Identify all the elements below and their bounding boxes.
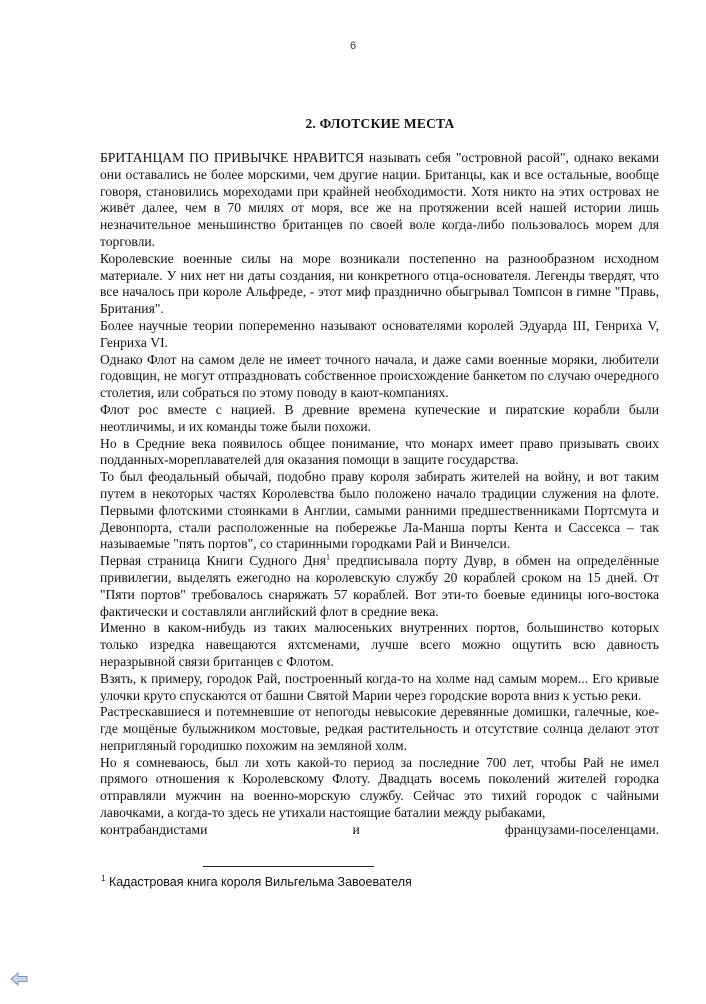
paragraph-text: Первая страница Книги Судного Дня xyxy=(100,553,327,569)
domesday-paragraph xyxy=(100,553,659,620)
footnote-mark: 1 xyxy=(101,873,106,883)
body-text xyxy=(100,150,659,839)
paragraph: Более научные теории попеременно называют основателями королей Эдуарда III, Генриха V, Генриха VI. xyxy=(100,317,659,350)
paragraph-last-line: контрабандистами и французами-поселенцами. xyxy=(100,821,659,837)
paragraph: Растрескавшиеся и потемневшие от непогоды невысокие деревянные домишки, галечные, кое-где мощёные булыжником мостовые, редкая растительность и отсутствие солнца делают этот непригляный городишко похожим на земляной холм. xyxy=(100,704,659,753)
footnote-separator xyxy=(203,866,374,867)
paragraph-text: Но я сомневаюсь, был ли хоть какой-то период за последние 700 лет, чтобы Рай не имел прямого отношения к Королевскому Флоту. Двадцать восемь поколений жителей городка отправляли мужчин на военно-морскую службу. Сейчас это тихий городок с чайными лавочками, а когда-то здесь не утихали настоящие баталии между рыбаками, xyxy=(100,754,659,821)
paragraph: Флот рос вместе с нацией. В древние времена купеческие и пиратские корабли были неотличимы, и их команды тоже были похожи. xyxy=(100,401,659,434)
paragraph: То был феодальный обычай, подобно праву короля забирать жителей на войну, и вот таким путем в некоторых частях Королевства было положено начало традиции служения на флоте. Первыми флотскими стоянками в Англии, самыми ранними предшественниками Портсмута и Девонпорта, стали расположенные на побережье Ла-Манша порты Кента и Сассекса – так называемые "пять портов", со старинными городками Рай и Винчелси. xyxy=(100,469,659,552)
back-arrow-icon[interactable] xyxy=(10,972,28,986)
paragraph: Но в Средние века появилось общее понимание, что монарх имеет право призывать своих подданных-мореплавателей для оказания помощи в защите государства. xyxy=(100,435,659,468)
paragraph: Взять, к примеру, городок Рай, построенный когда-то на холме над самым морем... Его кривые улочки круто спускаются от башни Святой Марии через городские ворота вниз к устью реки. xyxy=(100,670,659,703)
paragraph: Именно в каком-нибудь из таких малюсеньких внутренних портов, большинство которых только изредка навещаются яхтсменами, лучше всего можно ощутить всю давность неразрывной связи британцев с Флотом. xyxy=(100,620,659,669)
footnote-reference[interactable]: 1 xyxy=(326,552,331,562)
chapter-title: 2. ФЛОТСКИЕ МЕСТА xyxy=(305,116,455,131)
paragraph-text: предписывала порту Дувр, в обмен на определённые привилегии, выделять ежегодно на королевскую службу 20 кораблей сроком на 15 дней. От "Пяти портов" требовалось снаряжать 57 кораблей. Вот эти-то боевые единицы юго-востока фактически и составляли английский флот в средние века. xyxy=(100,553,659,619)
paragraph: Королевские военные силы на море возникали постепенно на разнообразном исходном материале. У них нет ни даты создания, ни конкретного отца-основателя. Легенды твердят, что все началось при короле Альфреде, - этот миф празднично обыгрывал Томпсон в гимне "Правь, Британия". xyxy=(100,250,659,317)
final-paragraph xyxy=(100,755,659,839)
paragraph: БРИТАНЦАМ ПО ПРИВЫЧКЕ НРАВИТСЯ называть себя "островной расой", однако веками они оставались не более морскими, чем другие нации. Британцы, как и все остальные, вообще говоря, становились мореходами при крайней необходимости. Хотя никто на этих островах не живёт далее, чем в 70 милях от моря, все же на протяжении всей нашей истории лишь незначительное меньшинство британцев по своей воле когда-либо пользовалось морем для торговли. xyxy=(100,150,659,249)
paragraph: Однако Флот на самом деле не имеет точного начала, и даже сами военные моряки, любители годовщин, не могут отпраздновать собственное происхождение банкетом по случаю очередного столетия, или собраться по этому поводу в кают-компаниях. xyxy=(100,351,659,401)
footnote xyxy=(101,875,412,889)
footnote-text: Кадастровая книга короля Вильгельма Завоевателя xyxy=(108,875,412,889)
page-number: 6 xyxy=(349,40,357,52)
